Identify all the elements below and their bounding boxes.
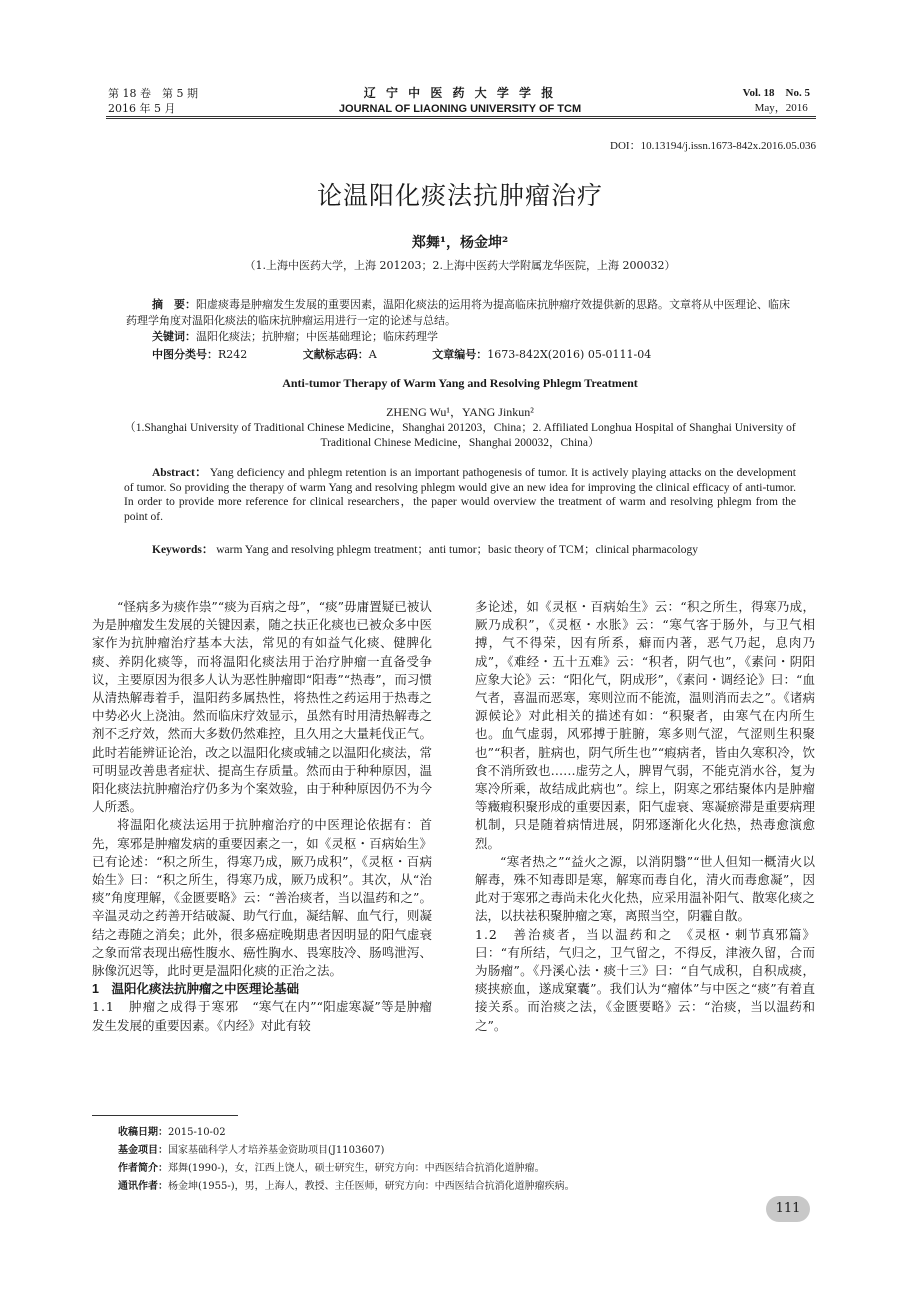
corresponding-label: 通讯作者： [118,1181,168,1192]
section-heading: 1 温阳化痰法抗肿瘤之中医理论基础 [92,982,299,997]
clc-label: 中图分类号： [152,349,218,361]
doc-value: A [368,348,377,361]
keywords-en-label: Keywords： [152,544,214,556]
header-rule [106,116,816,117]
page-number: 111 [766,1196,810,1222]
volume-issue-cn: 第 18 卷 第 5 期 [108,87,198,100]
keywords-en-text: warm Yang and resolving phlegm treatment；anti tumor；basic theory of TCM；clinical pharmacology [216,544,698,556]
abstract-cn-body [126,297,798,329]
subsection-text: “寒气在内”“阳虚寒凝”等是肿瘤发生发展的重要因素。《内经》对此有较 [92,999,432,1033]
keywords-en [124,543,796,558]
clc-value: R242 [218,348,248,361]
subsection-heading: 1.1 肿瘤之成得于寒邪 [92,999,240,1015]
abstract-en-text: Yang deficiency and phlegm retention is an important pathogenesis of tumor. It is actively playing attacks on the development of tumor. So providing the therapy of warm Yang and resolving phlegm would give an new idea for improving the clinical efficacy of anti-tumor. In order to provide more reference for clinical researchers，the paper would overview the treatment of warm and resolving phlegm from the point of. [124,467,797,523]
abstract-cn [126,297,798,345]
authors-cn: 郑舞¹，杨金坤² [411,235,509,251]
clc-number [152,348,273,361]
header-rule-secondary [106,118,816,119]
abstract-en-label: Abstract： [152,467,208,479]
fund-text: 国家基础科学人才培养基金资助项目(J1103607) [168,1145,385,1156]
footnote-corresponding [118,1178,818,1196]
abstract-cn-label: 摘 要： [152,299,196,311]
subsection-heading: 1.2 善治痰者，当以温药和之 [475,926,674,942]
abstract-en [124,466,796,524]
received-label: 收稿日期： [118,1127,168,1138]
affiliation-en: （1.Shanghai University of Traditional Chinese Medicine，Shanghai 201203，China；2. Affiliated Longhua Hospital of Shanghai University of Traditional Chinese Medicine，Shanghai 200032，China） [124,422,796,449]
article-number-label: 文章编号： [432,349,488,361]
article-title: 论温阳化痰法抗肿瘤治疗 [316,181,603,210]
subsection-paragraph [475,926,815,1035]
doi: DOI：10.13194/j.issn.1673-842x.2016.05.036 [610,140,816,152]
author-label: 作者简介： [118,1163,168,1174]
article-number [432,348,677,361]
subsection-paragraph [92,998,432,1034]
journal-name-en: JOURNAL OF LIAONING UNIVERSITY OF TCM [338,103,582,115]
keywords-cn-text: 温阳化痰法；抗肿瘤；中医基础理论；临床药理学 [196,330,438,343]
body-column-right [475,598,815,1035]
article-title-en: Anti-tumor Therapy of Warm Yang and Resolving Phlegm Treatment [282,376,638,390]
footnote-rule [92,1115,238,1116]
paragraph: “寒者热之”“益火之源，以消阴翳”“世人但知一概清火以解毒，殊不知毒即是寒，解寒而毒自化，清火而毒愈凝”，因此对于寒邪之毒尚未化火化热，应采用温补阳气、散寒化痰之法，以扶祛积聚肿瘤之寒，离照当空，阴霾自散。 [475,853,815,924]
abstract-cn-text: 阳虚痰毒是肿瘤发生发展的重要因素，温阳化痰法的运用将为提高临床抗肿瘤疗效提供新的思路。文章将从中医理论、临床药理学角度对温阳化痰法的临床抗肿瘤运用进行一定的论述与总结。 [126,298,790,327]
volume-issue-en: Vol. 18 No. 5 [742,87,810,99]
header-volume-en [743,86,810,116]
footnotes [118,1124,818,1196]
paragraph: 将温阳化痰法运用于抗肿瘤治疗的中医理论依据有：首先，寒邪是肿瘤发病的重要因素之一，如《灵枢・百病始生》已有论述：“积之所生，得寒乃成，厥乃成积”，《灵枢・百病始生》曰：“积之所生，得寒乃成，厥乃成积”。其次，从“治痰”角度理解，《金匮要略》云：“善治痰者，当以温药和之”。辛温灵动之药善开结破凝、助气行血，凝结解、血气行，则凝结之毒随之消矣；此外，很多癌症晚期患者因明显的阳气虚衰之象而常表现出癌性腹水、癌性胸水、畏寒肢冷、肠鸣泄泻、脉像沉迟等，此时更是温阳化痰的正治之法。 [92,817,432,979]
footnote-fund [118,1142,818,1160]
received-date: 2015-10-02 [168,1127,226,1138]
affiliation-cn: （1.上海中医药大学，上海 201203；2.上海中医药大学附属龙华医院，上海 200032） [244,259,676,272]
footnote-received [118,1124,818,1142]
author-bio: 郑舞(1990-)，女，江西上饶人，硕士研究生，研究方向：中西医结合抗消化道肿瘤。 [168,1163,545,1174]
date-cn: 2016 年 5 月 [108,102,176,115]
doc-label: 文献标志码： [302,349,369,361]
footnote-author [118,1160,818,1178]
date-en: May，2016 [754,102,808,114]
keywords-cn [152,329,798,345]
doc-code [303,348,403,361]
journal-name-cn: 辽 宁 中 医 药 大 学 学 报 [363,86,557,100]
article-number-value: 1673-842X(2016) 05-0111-04 [487,348,652,361]
classification-row [152,346,703,362]
paragraph: 多论述，如《灵枢・百病始生》云：“积之所生，得寒乃成，厥乃成积”，《灵枢・水胀》云：“寒气客于肠外，与卫气相搏，气不得荣，因有所系，癖而内著，恶气乃起，息肉乃成”，《难经・五十五难》云：“积者，阴气也”，《素问・阴阳应象大论》云：“阳化气，阴成形”，《素问・调经论》曰：“血气者，喜温而恶寒，寒则泣而不能流，温则消而去之”。《诸病源候论》对此相关的描述有如：“积聚者，由寒气在内所生也。血气虚弱，风邪搏于脏腑，寒多则气涩，气涩则生积聚也”“积者，脏病也，阴气所生也”“瘕病者，皆由久寒积冷，饮食不消所致也……虚劳之人，脾胃气弱，不能克消水谷，复为寒冷所乘，故结成此病也”。综上，阴寒之邪结聚体内是肿瘤等癥瘕积聚形成的重要因素，阳气虚衰、寒凝瘀滞是重要病理机制，只是随着病情进展，阴邪逐渐化火化热，热毒愈演愈烈。 [475,599,815,851]
subsection-text: 《灵枢・刺节真邪篇》曰：“有所结，气归之，卫气留之，不得反，津液久留，合而为肠瘤”。《丹溪心法・痰十三》曰：“自气成积，自积成痰，痰挟瘀血，遂成窠囊”。我们认为“瘤体”与中医之“痰”有着直接关系。而治痰之法，《金匮要略》云：“治痰，当以温药和之”。 [475,926,815,1033]
keywords-cn-label: 关键词： [152,331,196,343]
fund-label: 基金项目： [118,1145,168,1156]
authors-en: ZHENG Wu¹，YANG Jinkun² [386,405,534,419]
paragraph: “怪病多为痰作祟”“痰为百病之母”，“痰”毋庸置疑已被认为是肿瘤发生发展的关键因素，随之扶正化痰也已被众多中医家作为抗肿瘤治疗基本大法，常见的有如益气化痰、健脾化痰、养阴化痰等，而将温阳化痰法用于治疗肿瘤一直备受争议，主要原因为很多人认为恶性肿瘤即“阳毒”“热毒”，而习惯从清热解毒着手，温阳药多属热性，将热性之药运用于热毒之中势必火上浇油。然而临床疗效显示，虽然有时用清热解毒之剂不乏疗效，然而大多数仍然难控，且久用之大量耗伐正气。此时若能辨证论治，改之以温阳化痰或辅之以温阳化痰法，常可明显改善患者症状、提高生存质量。然而由于种种原因，温阳化痰法抗肿瘤治疗仍多为个案效验，由于种种原因仍不为今人所悉。 [92,599,432,815]
corresponding-author: 杨金坤(1955-)，男，上海人，教授、主任医师，研究方向：中西医结合抗消化道肿瘤疾病。 [168,1181,575,1192]
body-column-left [92,598,432,1035]
